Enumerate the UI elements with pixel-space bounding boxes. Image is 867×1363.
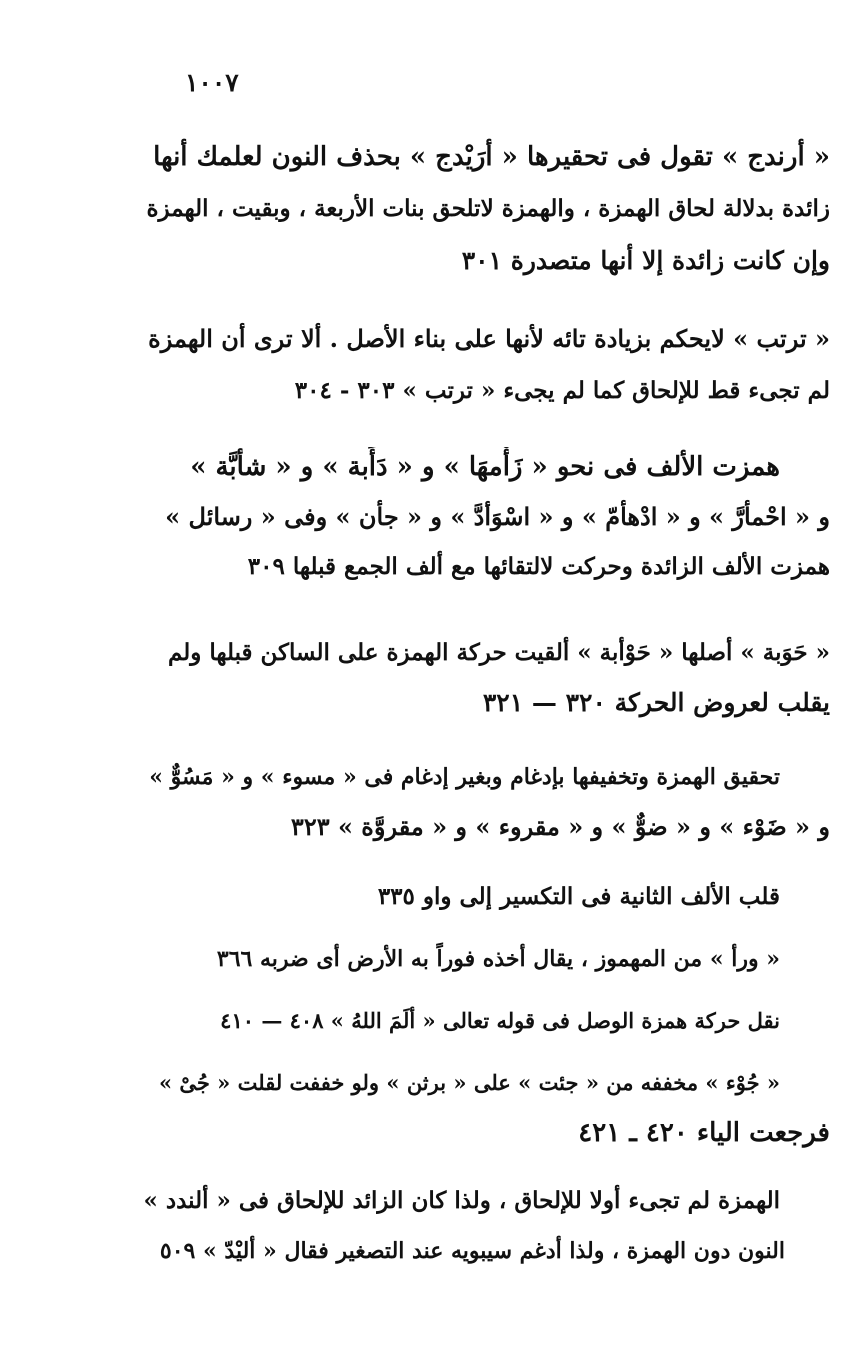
text-line: « ورأ » من المهموز ، يقال أخذه فوراً به الأرض أى ضربه ٣٦٦ <box>216 946 780 972</box>
text-line: و « احْمأرَّ » و « ادْهأمّ » و « اسْوَأدَّ » و « جأن » وفى « رسائل » <box>165 502 830 531</box>
text-line: نقل حركة همزة الوصل فى قوله تعالى « ألَمَ اللهُ » ٤٠٨ — ٤١٠ <box>220 1008 780 1033</box>
text-line: الهمزة لم تجىء أولا للإلحاق ، ولذا كان الزائد للإلحاق فى « ألندد » <box>143 1187 780 1214</box>
text-line: فرجعت الياء ٤٢٠ ـ ٤٢١ <box>578 1118 830 1148</box>
text-line: لم تجىء قط للإلحاق كما لم يجىء « ترتب » ٣٠٣ - ٣٠٤ <box>295 377 830 404</box>
text-line: و « ضَوْء » و « ضوٌّ » و « مقروء » و « مقروَّة » ٣٢٣ <box>290 812 830 841</box>
text-line: النون دون الهمزة ، ولذا أدغم سيبويه عند التصغير فقال « أليْدّ » ٥٠٩ <box>159 1238 785 1264</box>
text-line: همزت الألف الزائدة وحركت لالتقائها مع ألف الجمع قبلها ٣٠٩ <box>247 553 830 580</box>
text-line: زائدة بدلالة لحاق الهمزة ، والهمزة لاتلحق بنات الأربعة ، وبقيت ، الهمزة <box>146 195 830 222</box>
text-line: همزت الألف فى نحو « زَأْمهَا » و « دَأَبة » و « شأبَّة » <box>190 452 780 482</box>
text-line: قلب الألف الثانية فى التكسير إلى واو ٣٣٥ <box>377 883 780 910</box>
text-line: « ترتب » لايحكم بزيادة تائه لأنها على بناء الأصل . ألا ترى أن الهمزة <box>148 324 830 353</box>
text-line: تحقيق الهمزة وتخفيفها بإدغام وبغير إدغام فى « مسوء » و « مَسُوٌّ » <box>149 764 780 790</box>
text-line: وإن كانت زائدة إلا أنها متصدرة ٣٠١ <box>461 246 830 275</box>
text-line: « حَوَبة » أصلها « حَوْأبة » ألقيت حركة الهمزة على الساكن قبلها ولم <box>167 639 830 666</box>
text-line: يقلب لعروض الحركة ٣٢٠ — ٣٢١ <box>482 688 830 717</box>
text-line: « أرندج » تقول فى تحقيرها « أرَيْدج » بحذف النون لعلمك أنها <box>153 142 830 172</box>
text-line: « جُوْء » مخففه من « جئت » على « برثن » ولو خففت لقلت « جُىْ » <box>158 1070 780 1095</box>
page-number: ١٠٠٧ <box>185 68 239 97</box>
